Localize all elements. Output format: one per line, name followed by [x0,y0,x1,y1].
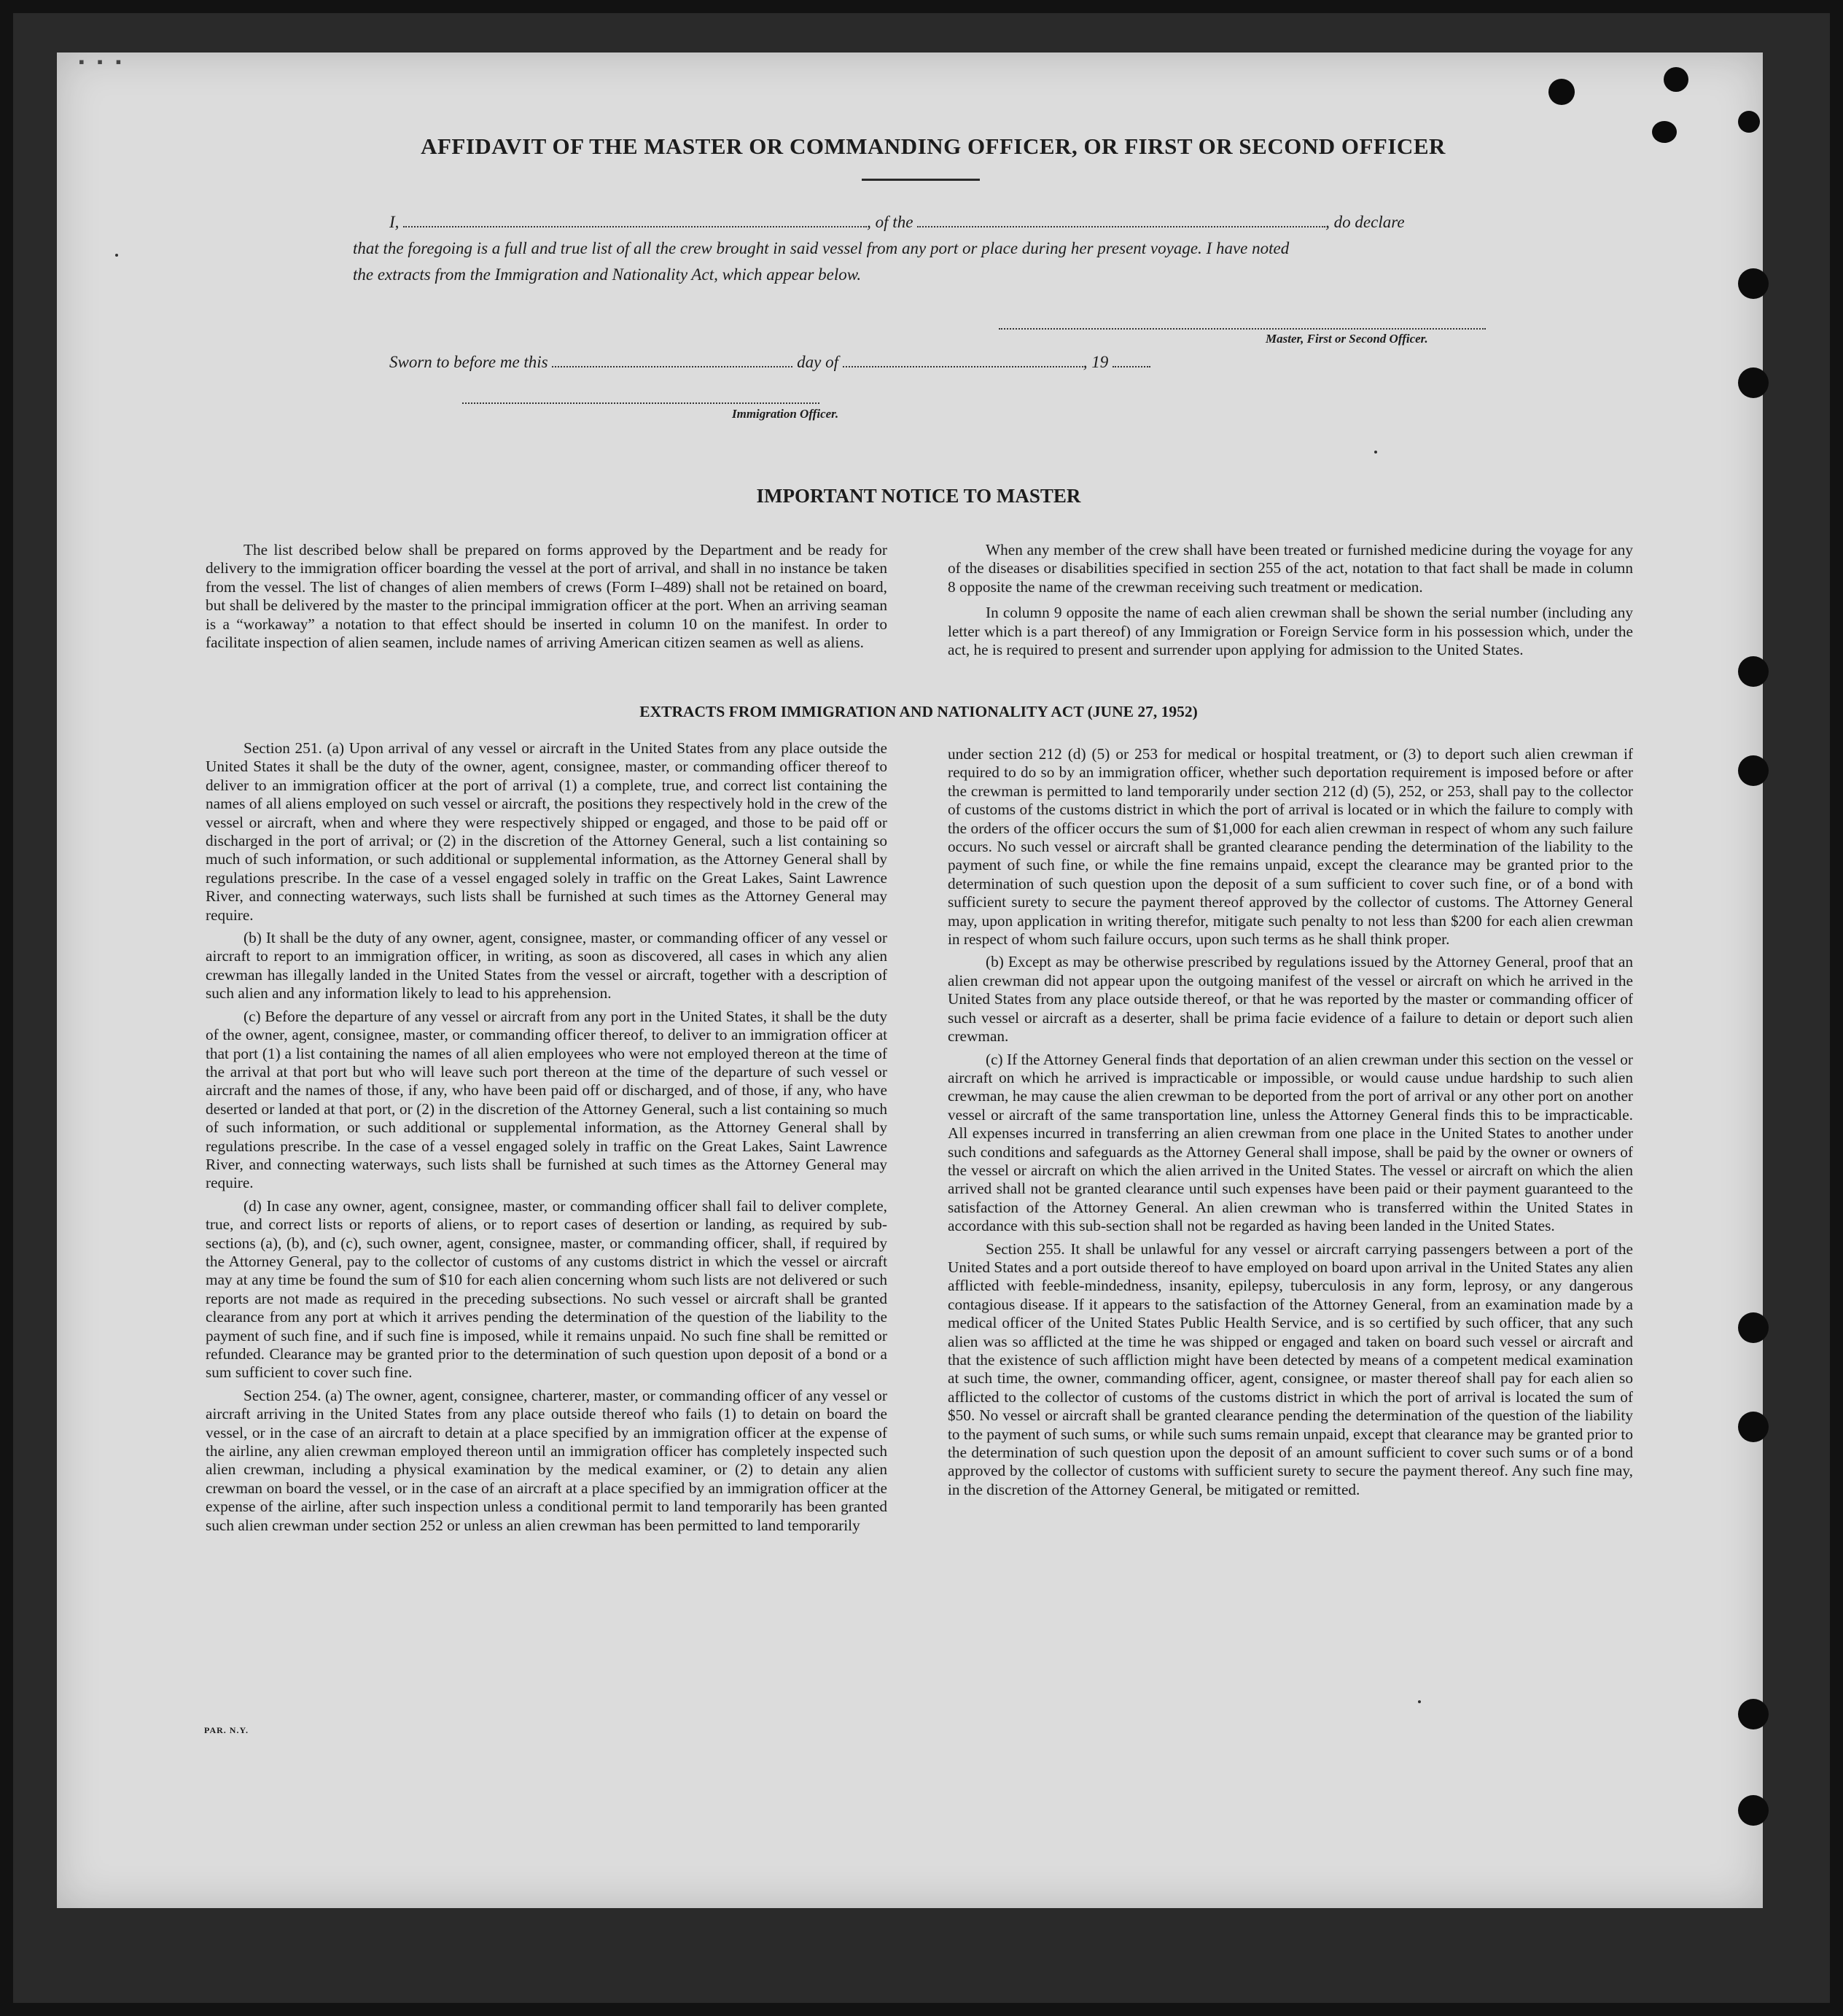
notice-left-column [206,541,887,652]
section-251b: (b) It shall be the duty of any owner, agent, consignee, master, or commanding officer of any vessel or aircraft to report to an immigration officer, in writing, as soon as discovered, all cases in which any alien crewman has illegally landed in the United States from the vessel or aircraft, together with a description of such alien and any information likely to lead to his apprehension. [206,929,887,1003]
punch-hole [1738,1312,1769,1343]
declarant-prefix: I, [389,213,400,231]
declaration-line-3: the extracts from the Immigration and Nationality Act, which appear below. [353,265,862,284]
extracts-right-column [948,745,1633,1499]
sworn-month-field[interactable] [843,351,1083,367]
speck [1418,1700,1421,1703]
master-signature-caption: Master, First or Second Officer. [1266,332,1428,346]
speck [1374,451,1377,454]
extracts-title: EXTRACTS FROM IMMIGRATION AND NATIONALITY ACT (JUNE 27, 1952) [639,703,1198,720]
declarant-name-field[interactable] [403,211,867,227]
punch-hole [1738,268,1769,299]
punch-hole [1652,121,1677,143]
master-signature-line[interactable] [999,328,1486,330]
punch-hole [1738,111,1760,133]
section-254a-cont: under section 212 (d) (5) or 253 for medical or hospital treatment, or (3) to deport such alien crewman if required to do so by an immigration officer, whether such deportation requirement is imposed before or after the crewman is permitted to land temporarily under section 212 (d) (5), 252, or 253, shall pay to the collector of customs of the customs district in which the port of arrival is located or in which the failure to comply with the orders of the officer occurs the sum of $1,000 for each alien crewman in respect of whom any such failure occurs. No such vessel or aircraft shall be granted clearance pending the determination of the liability to the payment of such fine, or while the fine remains unpaid, except the clearance may be granted prior to the determination of such question upon the deposit of a sum sufficient to cover such fine, or of a bond with sufficient surety to secure the payment thereof approved by the collector of customs. The Attorney General may, upon application in writing therefor, mitigate such penalty to not less than $200 for each alien crewman in respect of whom such failure occurs, upon such terms as he shall think proper. [948,745,1633,949]
declaration-line-1 [389,211,1405,232]
punch-hole [1738,755,1769,786]
notice-right-column [948,541,1633,659]
notice-title: IMPORTANT NOTICE TO MASTER [756,485,1081,507]
notice-paragraph: The list described below shall be prepared on forms approved by the Department and be ready for delivery to the immigration officer boarding the vessel at the port of arrival, and shall in no instance be taken from the vessel. The list of changes of alien members of crews (Form I–489) shall not be retained on board, but shall be delivered by the master to the principal immigration officer at the port. When an arriving seaman is a “workaway” a notation to that effect should be inserted in column 10 on the manifest. In order to facilitate inspection of alien seamen, include names of arriving American citizen seamen as well as aliens. [206,541,887,652]
declare-suffix: , do declare [1325,213,1405,231]
section-254c: (c) If the Attorney General finds that deportation of an alien crewman under this section on the vessel or aircraft on which he arrived is impracticable or impossible, or would cause undue hardship to such alien crewman, he may cause the alien crewman to be deported from the port of arrival or any other port on another vessel or aircraft of the same transportation line, unless the Attorney General finds this to be impracticable. All expenses incurred in transferring an alien crewman from one place in the United States to another under such conditions and safeguards as the Attorney General shall impose, shall be paid by the owner or owners of the vessel or aircraft on which the alien arrived in the United States. The vessel or aircraft on which the alien arrived shall not be granted clearance until such expenses have been paid or their payment guaranteed to the satisfaction of the Attorney General. An alien crewman who is transferred within the United States in accordance with this sub-section shall not be regarded as having been landed in the United States. [948,1050,1633,1235]
notice-paragraph: When any member of the crew shall have been treated or furnished medicine during the voyage for any of the diseases or disabilities specified in section 255 of the act, notation to that fact shall be made in column 8 opposite the name of the crewman receiving such treatment or medication. [948,541,1633,596]
punch-hole [1738,367,1769,398]
vessel-name-field[interactable] [917,211,1325,227]
punch-hole [1738,656,1769,687]
sworn-prefix: Sworn to before me this [389,353,548,371]
section-254a: Section 254. (a) The owner, agent, consignee, charterer, master, or commanding officer of any vessel or aircraft arriving in the United States from any place outside thereof who fails (1) to detain on board the vessel, or in the case of an aircraft to detain at a place specified by an immigration officer at the expense of the airline, any alien crewman employed thereon until an immigration officer has completely inspected such alien crewman, including a physical examination by the medical examiner, or (2) to detain any alien crewman on board the vessel, or in the case of an aircraft at a place specified by an immigration officer at the expense of the airline, after such inspection unless a conditional permit to land temporarily has been granted such alien crewman under section 252 or unless an alien crewman has been permitted to land temporarily [206,1386,887,1534]
punch-hole [1738,1699,1769,1729]
extracts-left-column [206,739,887,1535]
year-prefix: , 19 [1083,353,1109,371]
day-of-label: day of [797,353,838,371]
vessel-prefix: , of the [867,213,913,231]
sworn-day-field[interactable] [552,351,792,367]
officer-signature-line[interactable] [462,402,819,404]
sworn-line [389,351,1150,372]
declaration-line-2: that the foregoing is a full and true list of all the crew brought in said vessel from any port or place during her present voyage. I have noted [353,239,1290,257]
punch-hole [1738,1795,1769,1826]
affidavit-title: AFFIDAVIT OF THE MASTER OR COMMANDING OFFICER, OR FIRST OR SECOND OFFICER [421,133,1446,159]
notice-paragraph: In column 9 opposite the name of each alien crewman shall be shown the serial number (including any letter which is a part thereof) of any Immigration or Foreign Service form in his possession which, under the act, he is required to present and surrender upon applying for admission to the United States. [948,604,1633,659]
corner-mark: ▪ ▪ ▪ [79,52,126,71]
section-254b: (b) Except as may be otherwise prescribed by regulations issued by the Attorney General, proof that an alien crewman did not appear upon the outgoing manifest of the vessel or aircraft on which he arrived in the United States from any place outside thereof, or that he was reported by the master or commanding officer of such vessel or aircraft as a deserter, shall be prima facie evidence of a failure to detain or deport such alien crewman. [948,953,1633,1046]
title-rule [862,179,980,181]
punch-hole [1548,79,1575,105]
punch-hole [1738,1412,1769,1442]
printer-mark: PAR. N.Y. [204,1725,249,1735]
officer-signature-caption: Immigration Officer. [732,407,839,421]
section-251c: (c) Before the departure of any vessel or aircraft from any port in the United States, it shall be the duty of the owner, agent, consignee, master, or commanding officer thereof, to deliver to an immigration officer at that port (1) a list containing the names of all alien employees who were not employed thereon at the time of the arrival at that port but who will leave such port thereon at the time of the departure of such vessel or aircraft and the names of those, if any, who have been paid off or discharged, and of those, if any, who have deserted or landed at that port, or (2) in the discretion of the Attorney General, such a list containing so much of such information, or such additional or supplemental information, as the Attorney General shall by regulations prescribe. In the case of a vessel engaged solely in traffic on the Great Lakes, Saint Lawrence River, and connecting waterways, such lists shall be furnished at such times as the Attorney General may require. [206,1007,887,1192]
sworn-year-field[interactable] [1113,351,1150,367]
punch-hole [1664,67,1688,92]
section-255: Section 255. It shall be unlawful for any vessel or aircraft carrying passengers between a port of the United States and a port outside thereof to have employed on board upon arrival in the United States any alien afflicted with feeble-mindedness, insanity, epilepsy, tuberculosis in any form, leprosy, or any dangerous contagious disease. If it appears to the satisfaction of the Attorney General, from an examination made by a medical officer of the United States Public Health Service, and is so certified by such officer, that any such alien was so afflicted at the time he was shipped or engaged and taken on board such vessel or aircraft and that the existence of such affliction might have been detected by means of a competent medical examination at such time, the owner, commanding officer, agent, consignee, or master thereof shall pay for each alien so afflicted to the collector of customs of the customs district in which the port of arrival is located the sum of $50. No vessel or aircraft shall be granted clearance pending the determination of the question of the liability to the payment of such sums, or while such sums remain unpaid, except that clearance may be granted prior to the determination of such question upon the deposit of an amount sufficient to cover such sums or of a bond approved by the collector of customs with sufficient surety to secure the payment thereof. Any such fine may, in the discretion of the Attorney General, be mitigated or remitted. [948,1239,1633,1498]
section-251d: (d) In case any owner, agent, consignee, master, or commanding officer shall fail to deliver complete, true, and correct lists or reports of aliens, or to report cases of desertion or landing, as required by sub-sections (a), (b), and (c), such owner, agent, consignee, master, or commanding officer, shall, if required by the Attorney General, pay to the collector of customs of any customs district in which the vessel or aircraft may at any time be found the sum of $10 for each alien concerning whom such lists are not delivered or such reports are not made as required in the preceding subsections. No such vessel or aircraft shall be granted clearance from any port at which it arrives pending the determination of the question of the liability to the payment of such fine, and if such fine is imposed, while it remains unpaid. No such fine shall be remitted or refunded. Clearance may be granted prior to the determination of such question upon deposit of a bond or a sum sufficient to cover such fine. [206,1196,887,1382]
section-251a: Section 251. (a) Upon arrival of any vessel or aircraft in the United States from any place outside the United States it shall be the duty of the owner, agent, consignee, master, or commanding officer thereof to deliver to an immigration officer at the port of arrival (1) a complete, true, and correct list containing the names of all aliens employed on such vessel or aircraft, the positions they respectively hold in the crew of the vessel or aircraft, when and where they were respectively shipped or engaged, and those to be paid off or discharged in the port of arrival; or (2) in the discretion of the Attorney General, such a list containing so much of such information, or such additional or supplemental information, as the Attorney General shall by regulations prescribe. In the case of a vessel engaged solely in traffic on the Great Lakes, Saint Lawrence River, and connecting waterways, such lists shall be furnished at such times as the Attorney General may require. [206,739,887,924]
speck [115,254,118,257]
